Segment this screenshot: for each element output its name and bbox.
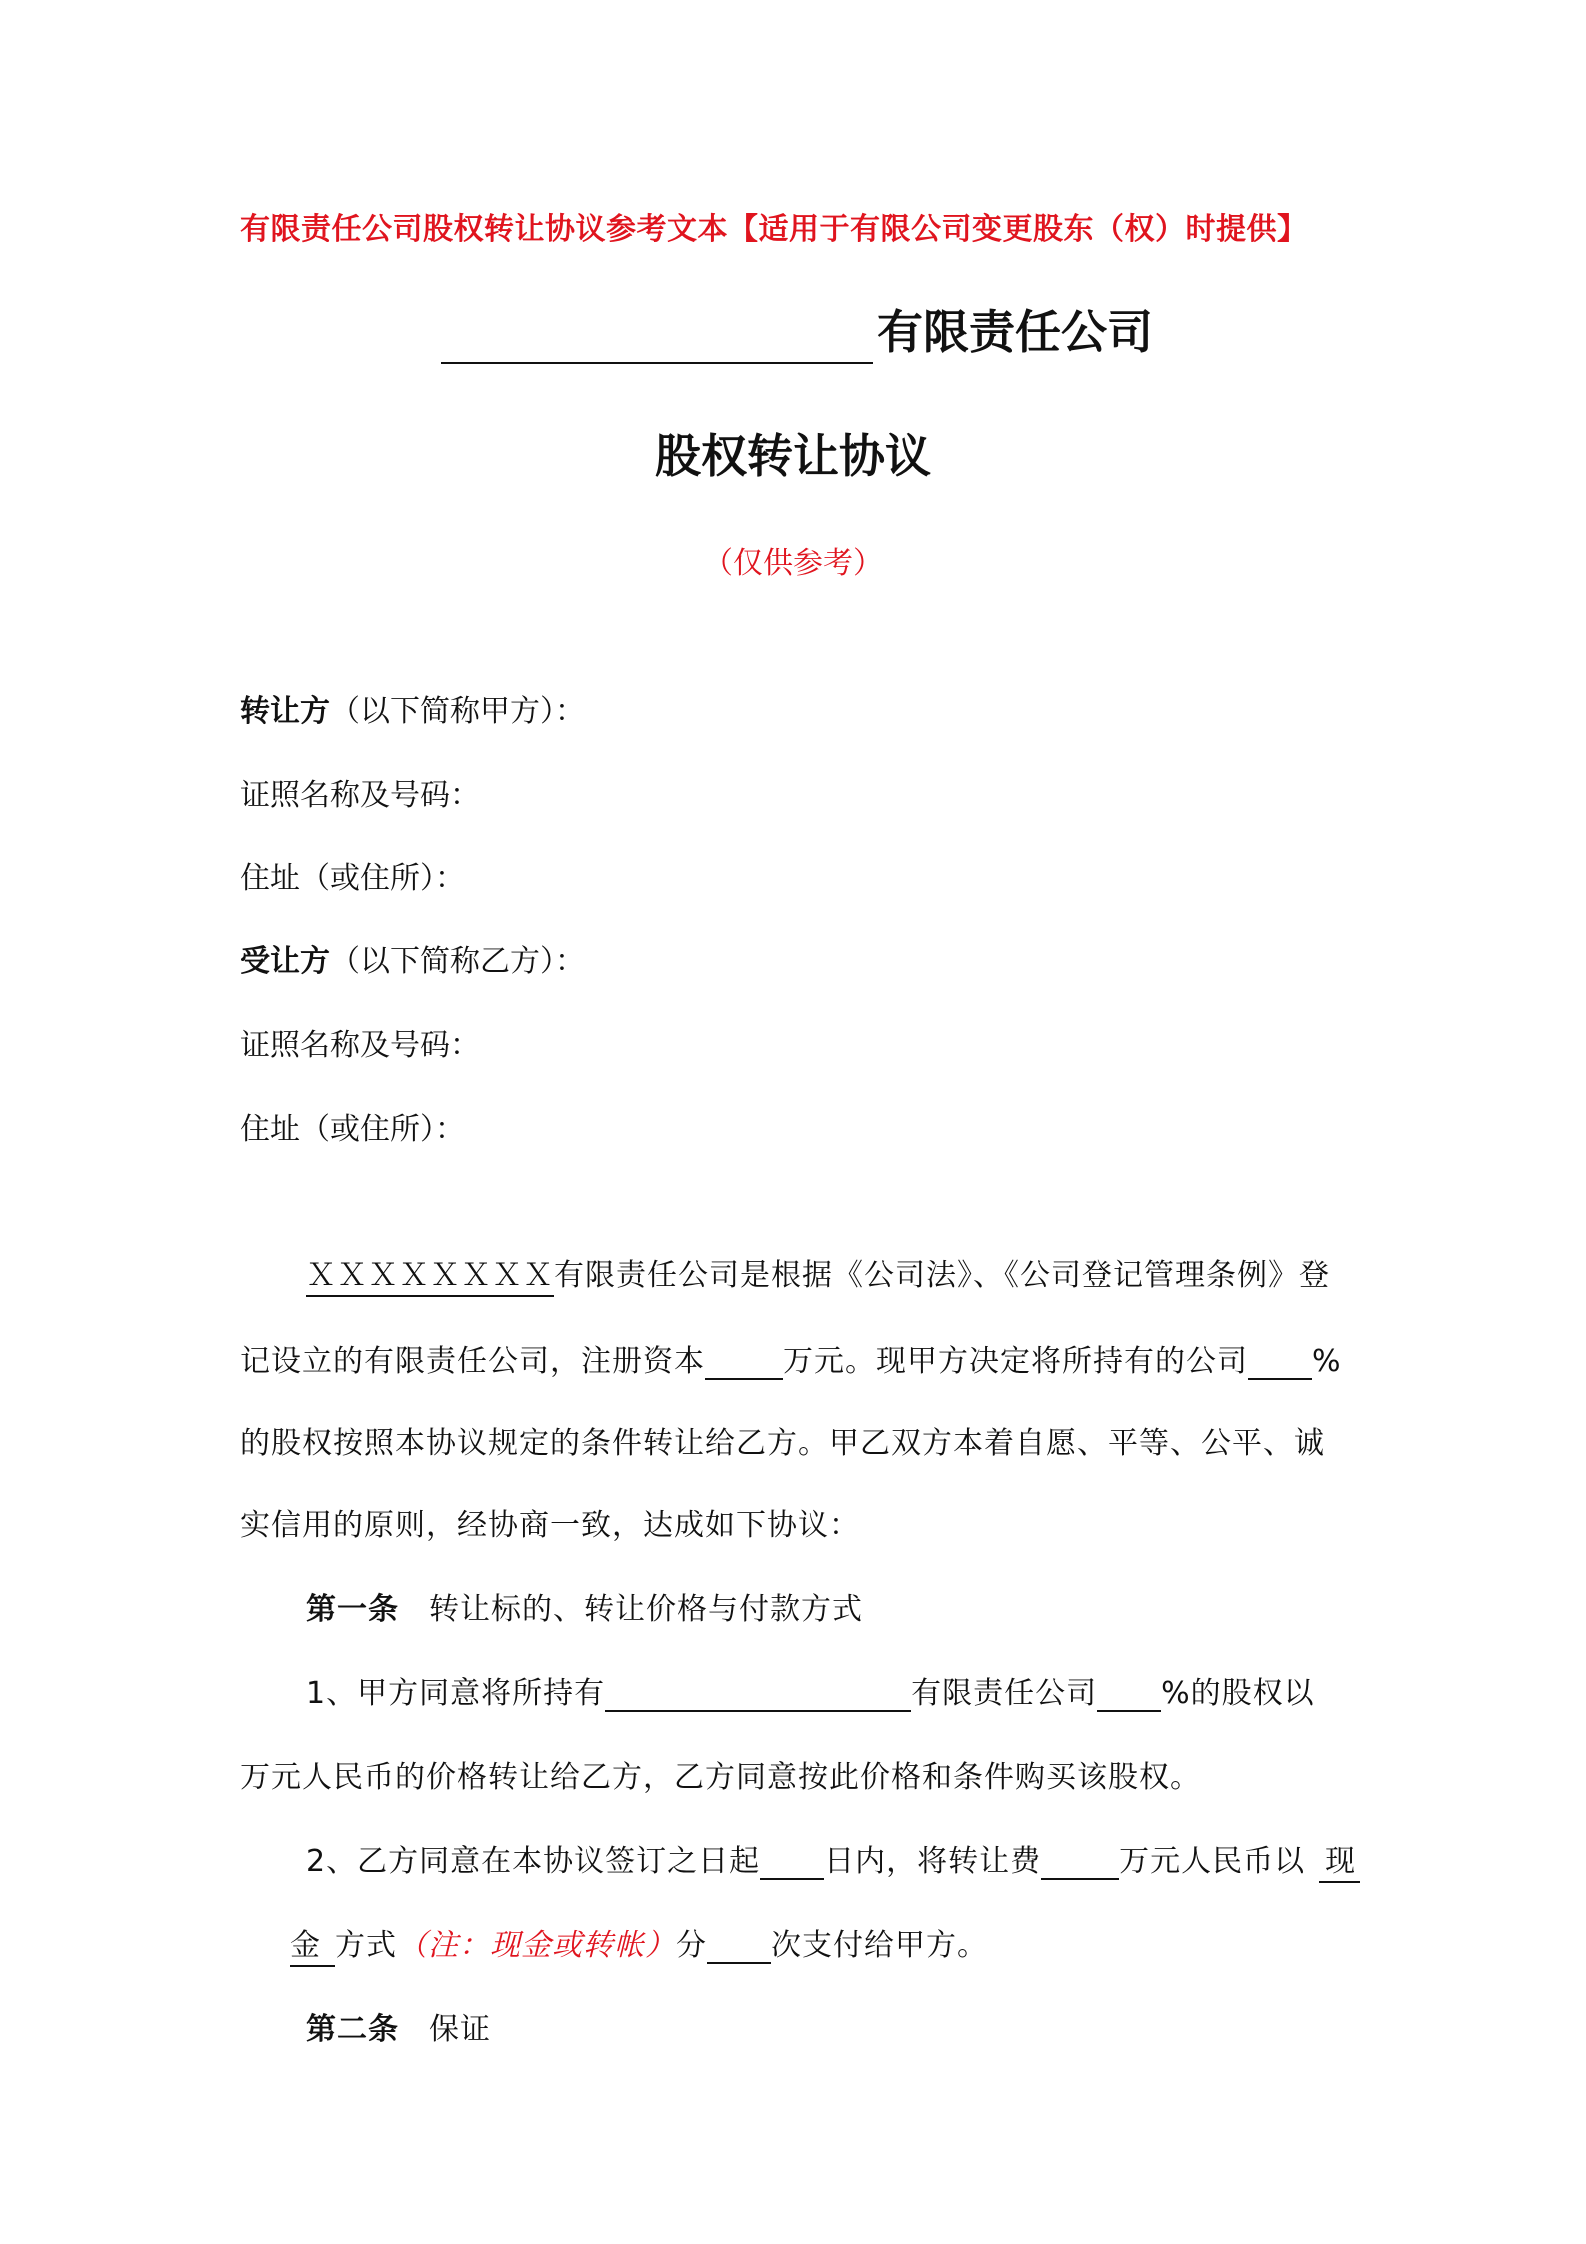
company-name-line [441, 298, 1153, 364]
item-2-days-blank [760, 1844, 824, 1880]
document-red-title: 有限责任公司股权转让协议参考文本【适用于有限公司变更股东（权）时提供】 [240, 212, 1308, 247]
item-2-note: （注：现金或转帐） [397, 1928, 676, 1963]
item-2-times-blank [707, 1928, 771, 1964]
transferor-id-line: 证照名称及号码： [240, 778, 480, 813]
share-percent-blank [1248, 1344, 1312, 1380]
item-2-c: 万元人民币以 [1119, 1844, 1306, 1879]
item-1-b: 有限责任公司 [911, 1676, 1098, 1711]
article-1-item-2-line-2 [290, 1920, 988, 1964]
registered-capital-blank [705, 1344, 783, 1380]
item-1-a: 1、甲方同意将所持有 [306, 1676, 606, 1711]
article-1-title: 转让标的、转让价格与付款方式 [429, 1592, 863, 1627]
item-2-b: 日内，将转让费 [824, 1844, 1042, 1879]
item-2-d: 方式 [335, 1928, 397, 1963]
preamble-line-2-c: % [1312, 1344, 1342, 1379]
transferee-label: 受让方 [240, 944, 330, 979]
article-1-item-1 [306, 1668, 1315, 1712]
article-1-number: 第一条 [306, 1592, 399, 1627]
preamble-company-placeholder: ＸＸＸＸＸＸＸＸ [306, 1258, 554, 1297]
preamble-line-1-text: 有限责任公司是根据《公司法》、《公司登记管理条例》登 [554, 1258, 1330, 1293]
transferor-label: 转让方 [240, 694, 330, 729]
article-1-item-2 [306, 1836, 1360, 1880]
preamble-line-3: 的股权按照本协议规定的条件转让给乙方。甲乙双方本着自愿、平等、公平、诚 [240, 1426, 1325, 1461]
preamble-line-2-b: 万元。现甲方决定将所持有的公司 [783, 1344, 1248, 1379]
article-1-item-1-line-2: 万元人民币的价格转让给乙方，乙方同意按此价格和条件购买该股权。 [240, 1760, 1201, 1795]
preamble-line-1 [306, 1250, 1330, 1294]
preamble-line-4: 实信用的原则，经协商一致，达成如下协议： [240, 1508, 860, 1543]
item-1-company-blank [605, 1676, 911, 1712]
article-2-heading [306, 2004, 491, 2048]
item-1-percent-blank [1097, 1676, 1161, 1712]
preamble-line-2 [240, 1336, 1342, 1380]
transferee-id-line: 证照名称及号码： [240, 1028, 480, 1063]
article-1-heading [306, 1584, 863, 1628]
transferee-line [240, 936, 585, 980]
transferee-label-rest: （以下简称乙方）： [330, 944, 585, 979]
item-2-payment-method-part-2: 金 [290, 1928, 335, 1967]
company-suffix: 有限责任公司 [877, 305, 1153, 359]
transferee-address-line: 住址（或住所）： [240, 1112, 465, 1147]
article-2-number: 第二条 [306, 2012, 399, 2047]
article-2-title: 保证 [429, 2012, 491, 2047]
preamble-line-2-a: 记设立的有限责任公司，注册资本 [240, 1344, 705, 1379]
item-1-c: %的股权以 [1161, 1676, 1315, 1711]
reference-note: （仅供参考） [703, 546, 883, 581]
item-2-amount-blank [1041, 1844, 1119, 1880]
transferor-label-rest: （以下简称甲方）： [330, 694, 585, 729]
agreement-title: 股权转让协议 [655, 429, 931, 483]
transferor-address-line: 住址（或住所）： [240, 861, 465, 896]
transferor-line [240, 686, 585, 730]
item-2-f: 次支付给甲方。 [771, 1928, 988, 1963]
company-name-blank [441, 298, 873, 364]
item-2-e: 分 [676, 1928, 707, 1963]
item-2-payment-method-part-1: 现 [1319, 1844, 1360, 1883]
item-2-a: 2、乙方同意在本协议签订之日起 [306, 1844, 761, 1879]
